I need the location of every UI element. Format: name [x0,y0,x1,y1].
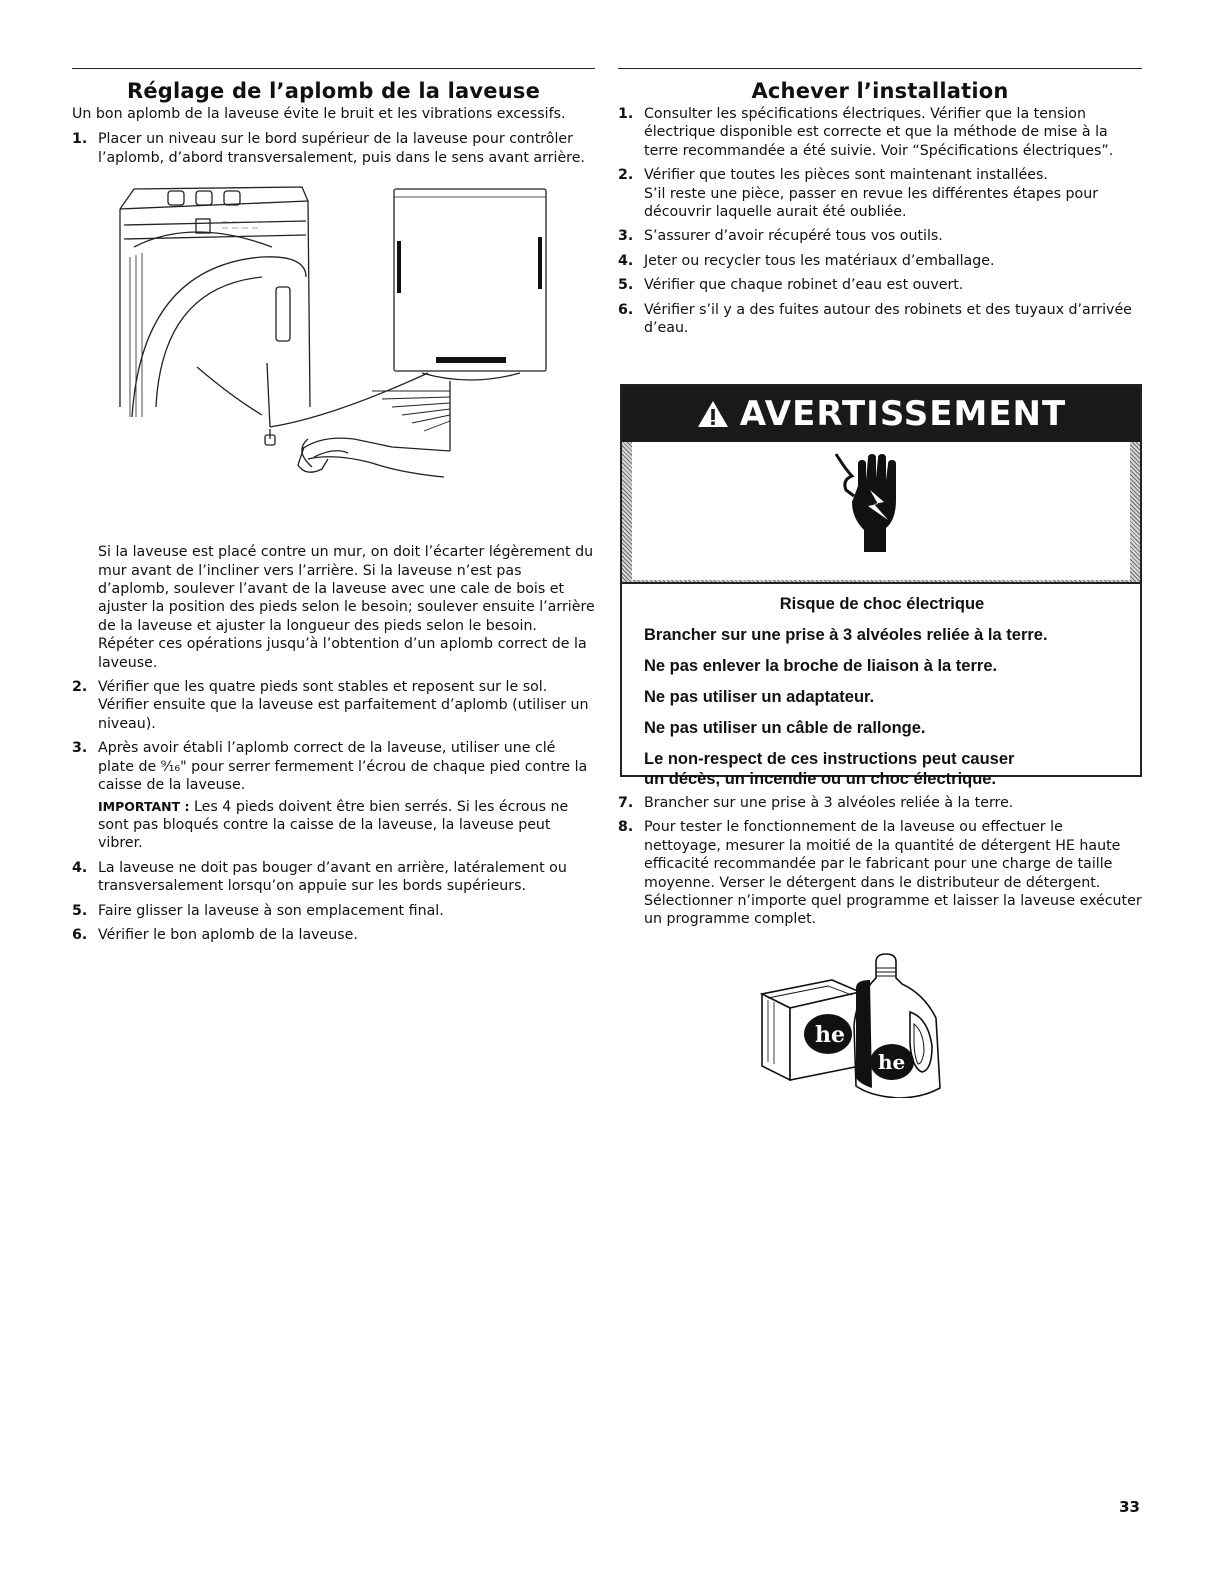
item-number: 8. [618,819,634,836]
item-text: La laveuse ne doit pas bouger d’avant en arrière, latéralement ou transversalement lorsqu’on appuie sur les bords supérieurs. [98,859,567,895]
list-item [72,130,595,167]
list-item [72,926,595,944]
list-item [618,105,1142,160]
step1-continuation: Si la laveuse est placé contre un mur, on doit l’écarter légèrement du mur avant de l’incliner vers l’arrière. Si la laveuse n’est pas d’aplomb, soulever l’avant de la laveuse avec une cale de bois et ajuster la position des pieds selon le besoin; soulever ensuite l’arrière de la laveuse et ajuster la longueur des pieds selon le besoin. Répéter ces opérations jusqu’à l’obtention d’un aplomb correct de la laveuse. [98,544,595,671]
list-item [618,794,1142,812]
item-text: Placer un niveau sur le bord supérieur de la laveuse pour contrôler l’aplomb, d’abord transversalement, puis dans le sens avant arrière. [98,131,585,166]
item-text: Vérifier que toutes les pièces sont maintenant installées. [644,167,1048,184]
list-item [618,276,1142,294]
section-rule [72,68,595,69]
important-label: IMPORTANT : [98,798,190,814]
item-text: Pour tester le fonctionnement de la laveuse ou effectuer le nettoyage, mesurer la moitié de la quantité de détergent HE haute efficacité recommandée par le fabricant pour une charge de taille moyenne. Verser le détergent dans le distributeur de détergent. Sélectionner n’importe quel programme et laisser la laveuse exécuter un programme complet. [644,819,1142,928]
item-subtext: S’il reste une pièce, passer en revue les différentes étapes pour découvrir laquelle aurait été oubliée. [644,185,1099,221]
list-item [618,818,1142,928]
item-number: 2. [72,679,88,696]
right-column-lower [618,794,1142,935]
item-text: Jeter ou recycler tous les matériaux d’emballage. [644,252,995,269]
page-number: 33 [1119,1498,1140,1516]
item-text: Après avoir établi l’aplomb correct de la laveuse, utiliser une clé plate de ⁹⁄₁₆" pour serrer fermement l’écrou de chaque pied contre la caisse de la laveuse. [98,740,588,794]
item-number: 6. [618,301,634,318]
item-number: 5. [618,277,634,294]
leveling-illustration [72,177,595,537]
item-text: Vérifier s’il y a des fuites autour des robinets et des tuyaux d’arrivée d’eau. [644,301,1132,337]
warning-heading: Risque de choc électrique [779,595,985,613]
electric-shock-icon [632,442,1130,580]
item-text: Brancher sur une prise à 3 alvéoles reliée à la terre. [644,795,1014,811]
important-text: Les 4 pieds doivent être bien serrés. Si les écrous ne sont pas bloqués contre la caisse de la laveuse, la laveuse peut vibrer. [98,798,569,852]
item-number: 3. [72,740,88,757]
item-number: 2. [618,167,634,184]
list-item [72,739,595,852]
left-column [72,68,595,950]
item-number: 1. [618,106,634,122]
item-number: 7. [618,795,634,811]
item-text: S’assurer d’avoir récupéré tous vos outils. [644,228,943,245]
item-text: Consulter les spécifications électriques. Vérifier que la tension électrique disponible est correcte et que la méthode de mise à la terre recommandée a été suivie. Voir “Spécifications électriques”. [644,106,1114,159]
list-item [618,166,1142,221]
he-detergent-illustration [752,948,962,1098]
item-text: Faire glisser la laveuse à son emplacement final. [98,902,444,919]
he-logo-box: he [815,1022,845,1048]
warning-line: Ne pas utiliser un câble de rallonge. [644,719,926,737]
warning-icon-area [632,442,1130,580]
warning-line: Ne pas utiliser un adaptateur. [644,688,875,706]
item-number: 6. [72,926,88,943]
intro-text: Un bon aplomb de la laveuse évite le bruit et les vibrations excessifs. [72,106,566,122]
list-item [72,678,595,733]
warning-line: un décès, un incendie ou un choc électrique. [644,770,997,788]
washer-level-illustration [72,177,595,537]
section-title-completion: Achever l’installation [751,79,1009,103]
important-note [98,798,595,853]
warning-body [622,582,1140,788]
item-text: Vérifier que les quatre pieds sont stables et reposent sur le sol. Vérifier ensuite que la laveuse est parfaitement d’aplomb (utiliser un niveau). [98,679,589,732]
list-item [618,301,1142,338]
list-item [72,902,595,920]
item-number: 5. [72,902,88,919]
list-item [618,252,1142,270]
warning-box [620,384,1142,788]
he-logo-bottle: he [878,1050,906,1074]
section-rule [618,68,1142,69]
warning-line: Brancher sur une prise à 3 alvéoles reliée à la terre. [644,626,1048,644]
warning-banner [622,386,1140,442]
warning-title: AVERTISSEMENT [739,394,1067,434]
item-text: Vérifier le bon aplomb de la laveuse. [98,926,358,943]
item-number: 1. [72,131,88,148]
item-number: 3. [618,228,634,245]
item-number: 4. [72,859,88,876]
warning-triangle-icon [696,399,730,429]
list-item [618,227,1142,245]
right-column [618,68,1142,343]
warning-line: Le non-respect de ces instructions peut causer [644,750,1015,768]
warning-line: Ne pas enlever la broche de liaison à la terre. [644,657,998,675]
item-text: Vérifier que chaque robinet d’eau est ouvert. [644,277,964,294]
section-title-leveling: Réglage de l’aplomb de la laveuse [126,79,541,103]
list-item [72,859,595,896]
item-number: 4. [618,252,634,269]
